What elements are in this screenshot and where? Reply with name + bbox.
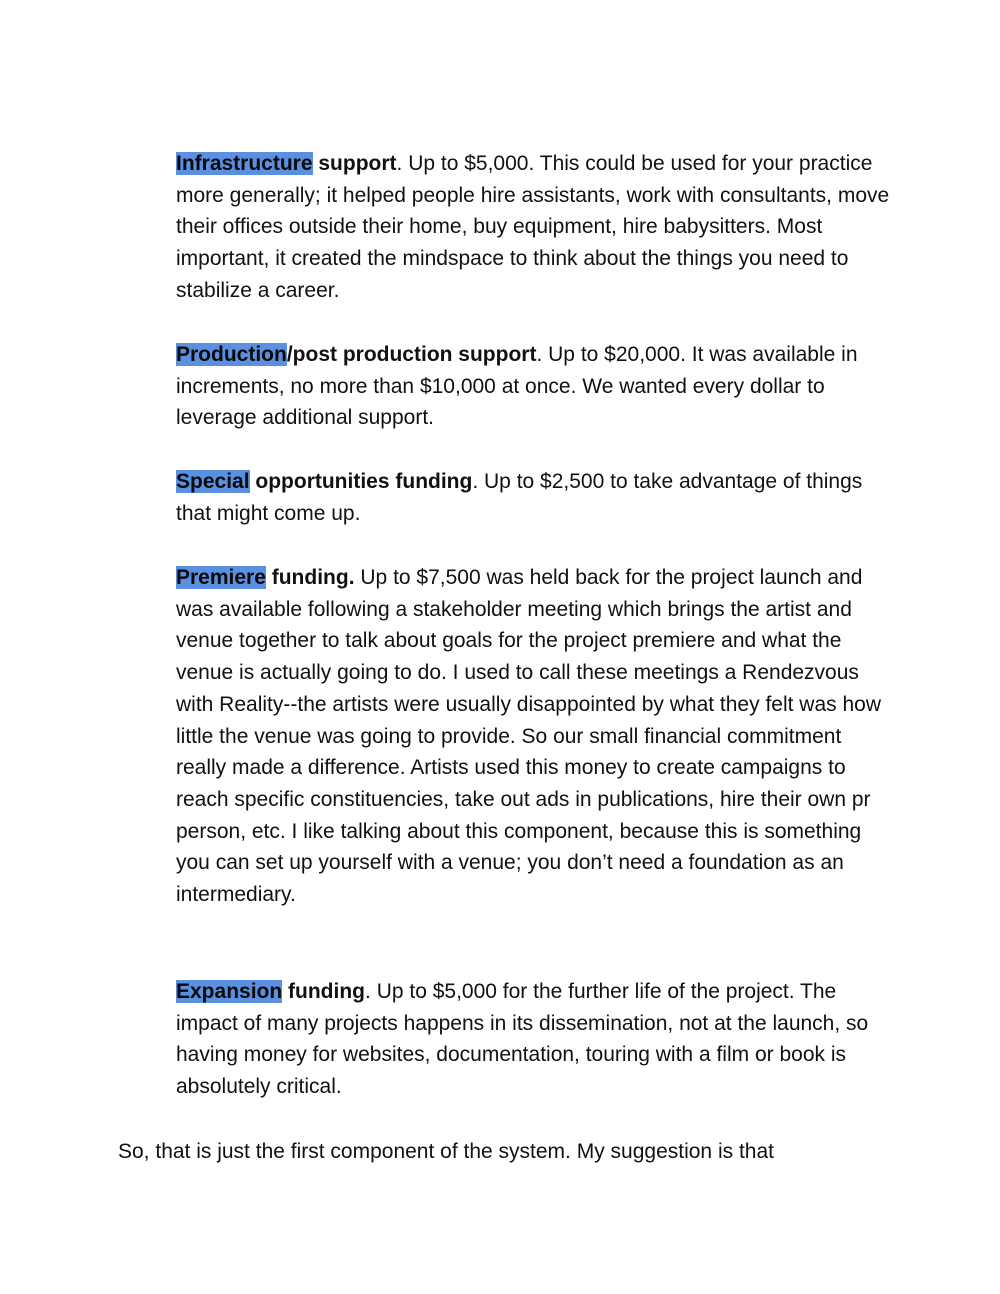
special-opportunities-paragraph (176, 466, 896, 529)
section-heading: opportunities funding (249, 470, 473, 493)
section-heading: funding (282, 980, 366, 1003)
highlighted-term: Premiere (176, 566, 266, 589)
heading-punctuation: . (396, 152, 409, 175)
infrastructure-support-paragraph (176, 148, 896, 307)
production-support-paragraph (176, 339, 896, 434)
section-heading: support (312, 152, 397, 175)
highlighted-term: Infrastructure (176, 152, 313, 175)
closing-paragraph: So, that is just the first component of the system. My suggestion is that (118, 1140, 774, 1163)
premiere-funding-paragraph (176, 562, 896, 911)
heading-punctuation: . (536, 343, 549, 366)
section-body: Up to $5,000. This could be used for your practice more generally; it helped people hire assistants, work with consultants, move their offices outside their home, buy equipment, hire babysitters. Most important, it created the mindspace to think about the things you need to stabilize a career. (176, 152, 890, 302)
section-body: Up to $2,500 to take advantage of things that might come up. (176, 470, 863, 525)
heading-punctuation: . (472, 470, 485, 493)
section-heading: funding. (265, 566, 355, 589)
highlighted-term: Special (176, 470, 250, 493)
highlighted-term: Production (176, 343, 287, 366)
section-body: Up to $5,000 for the further life of the project. The impact of many projects happens in its dissemination, not at the launch, so having money for websites, documentation, touring with a film or book is absolutely critical. (176, 980, 869, 1099)
highlighted-term: Expansion (176, 980, 283, 1003)
heading-punctuation: . (365, 980, 377, 1003)
section-body: Up to $7,500 was held back for the project launch and was available following a stakeholder meeting which brings the artist and venue together to talk about goals for the project premiere and what the venue is actually going to do. I used to call these meetings a Rendezvous with Reality--the artists were usually disappointed by what they felt was how little the venue was going to provide. So our small financial commitment really made a difference. Artists used this money to create campaigns to reach specific constituencies, take out ads in publications, hire their own pr person, etc. I like talking about this component, because this is something you can set up yourself with a venue; you don’t need a foundation as an intermediary. (176, 566, 881, 907)
section-body: Up to $20,000. It was available in increments, no more than $10,000 at once. We wanted every dollar to leverage additional support. (176, 343, 858, 430)
expansion-funding-paragraph (176, 976, 896, 1103)
section-heading: /post production support (286, 343, 537, 366)
